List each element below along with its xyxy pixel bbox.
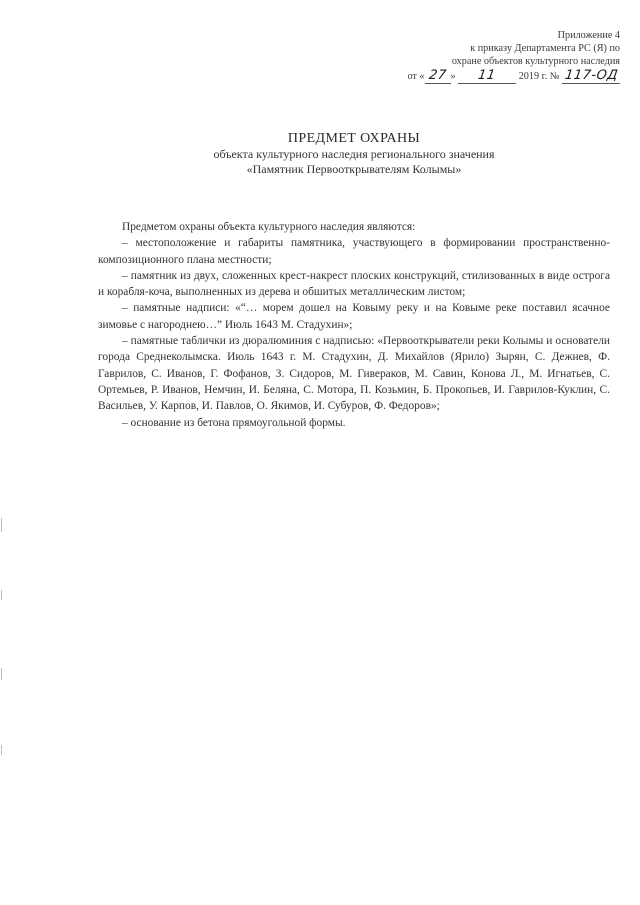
appendix-line-3: охране объектов культурного наследия [451, 56, 620, 67]
handwritten-day: 27 [427, 68, 448, 83]
appendix-line-2: к приказу Департамента РС (Я) по [470, 43, 620, 54]
scan-edge-mark [1, 668, 2, 680]
scan-edge-mark [1, 590, 2, 600]
date-day-blank [425, 69, 451, 84]
date-month-blank [458, 69, 516, 84]
list-item-inscriptions: – памятные надписи: «“… морем дошел на Ковыму реку и на Ковыме реке поставил ясачное зимовье с нагороднею…” Июль 1643 М. Стадухин»; [98, 302, 610, 331]
appendix-line-1: Приложение 4 [557, 30, 620, 41]
appendix-header [380, 29, 620, 84]
doc-number-blank [562, 69, 620, 84]
appendix-date-line [380, 69, 620, 84]
handwritten-month: 11 [477, 68, 497, 83]
object-name: «Памятник Первооткрывателям Колымы» [246, 162, 462, 176]
title-block [98, 131, 610, 177]
list-item-foundation: – основание из бетона прямоугольной формы. [122, 416, 346, 429]
list-item-plaques: – памятные таблички из дюралюминия с надписью: «Первооткрыватели реки Колымы и основатели города Среднеколымска. Июль 1643 г. М. Стадухин, Д. Михайлов (Ярило) Зырян, С. Дежнев, Ф. Гаврилов, С. Иванов, Г. Фофанов, З. Сидоров, М. Гивераков, М. Савин, Конова Л., М. Игнатьев, С. Ортемьев, Р. Иванов, Немчин, И. Беляна, С. Мотора, П. Козьмин, Б. Прокопьев, И. Гаврилов-Куклин, С. Васильев, У. Карпов, И. Павлов, О. Якимов, И. Субуров, Ф. Федоров»; [98, 335, 610, 413]
intro-paragraph: Предметом охраны объекта культурного наследия являются: [122, 221, 416, 233]
date-year: 2019 г. № [518, 71, 560, 82]
handwritten-doc-number: 117-ОД [563, 68, 619, 83]
page-title: ПРЕДМЕТ ОХРАНЫ [287, 131, 421, 146]
list-item-location: – местоположение и габариты памятника, участвующего в формировании пространственно-композиционного плана местности; [98, 237, 610, 266]
object-category: объекта культурного наследия регионального значения [213, 147, 495, 161]
scan-edge-mark [1, 518, 2, 532]
document-body [98, 219, 610, 431]
list-item-monument: – памятник из двух, сложенных крест-накрест плоских конструкций, стилизованных в виде острога и корабля-коча, выполненных из дерева и обшитых металлическим листом; [98, 269, 610, 299]
scan-edge-mark [1, 745, 2, 755]
date-mid: » [450, 71, 456, 82]
date-prefix: от « [407, 71, 425, 82]
